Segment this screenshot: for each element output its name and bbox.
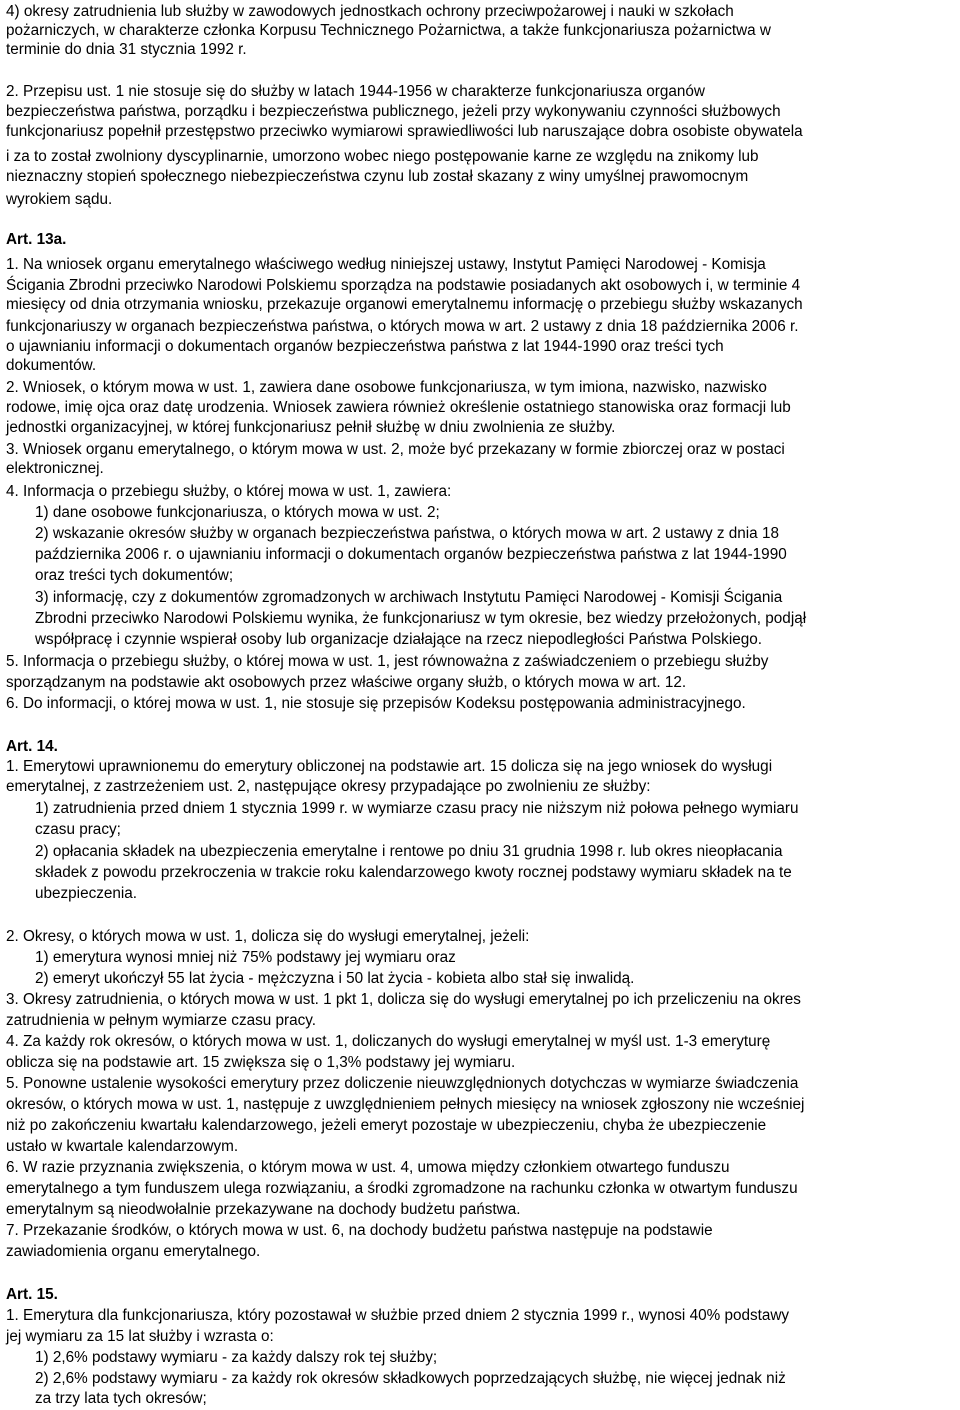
text-line: 1) dane osobowe funkcjonariusza, o których mowa w ust. 2;	[35, 504, 440, 521]
text-line: dokumentów.	[6, 357, 97, 374]
article-heading: Art. 13a.	[6, 231, 67, 248]
text-line: i za to został zwolniony dyscyplinarnie, umorzono wobec niego postępowanie karne ze względu na znikomy lub	[6, 148, 759, 165]
text-line: jednostki organizacyjnej, w której funkcjonariusz pełnił służbę w dniu zwolnienia ze służby.	[6, 419, 616, 436]
text-line: 4. Informacja o przebiegu służby, o której mowa w ust. 1, zawiera:	[6, 483, 452, 500]
text-line: 6. Do informacji, o której mowa w ust. 1, nie stosuje się przepisów Kodeksu postępowania administracyjnego.	[6, 695, 746, 712]
text-line: terminie do dnia 31 stycznia 1992 r.	[6, 41, 247, 58]
text-line: o ujawnianiu informacji o dokumentach organów bezpieczeństwa państwa z lat 1944-1990 oraz treści tych	[6, 338, 724, 355]
text-line: 1. Emerytowi uprawnionemu do emerytury obliczonej na podstawie art. 15 dolicza się na jego wniosek do wysługi	[6, 758, 773, 775]
text-line: zatrudnienia w pełnym wymiarze czasu pracy.	[6, 1012, 317, 1029]
text-line: 1) 2,6% podstawy wymiaru - za każdy dalszy rok tej służby;	[35, 1349, 438, 1366]
text-line: zawiadomienia organu emerytalnego.	[6, 1243, 261, 1260]
text-line: emerytalnym są nieodwołalnie przekazywane na dochody budżetu państwa.	[6, 1201, 521, 1218]
text-line: bezpieczeństwa państwa, porządku i bezpieczeństwa publicznego, jeżeli przy wykonywaniu czynności służbowych	[6, 103, 781, 120]
text-line: 3. Okresy zatrudnienia, o których mowa w ust. 1 pkt 1, dolicza się do wysługi emerytalnej po ich przeliczeniu na okres	[6, 991, 801, 1008]
text-line: października 2006 r. o ujawnianiu informacji o dokumentach organów bezpieczeństwa państwa z lat 1944-1990	[35, 546, 787, 563]
text-line: współpracę i czynnie wspierał osoby lub organizacje działające na rzecz niepodległości Państwa Polskiego.	[35, 631, 762, 648]
text-line: elektronicznej.	[6, 460, 104, 477]
text-line: 5. Ponowne ustalenie wysokości emerytury przez doliczenie nieuwzględnionych dotychczas w wymiarze świadczenia	[6, 1075, 799, 1092]
text-line: ustało w kwartale kalendarzowym.	[6, 1138, 239, 1155]
text-line: ubezpieczenia.	[35, 885, 138, 902]
text-line: niż po zakończeniu kwartału kalendarzowego, jeżeli emeryt pozostaje w ubezpieczeniu, chyba że ubezpieczenie	[6, 1117, 767, 1134]
text-line: emerytalnej, z zastrzeżeniem ust. 2, następujące okresy przypadające po zwolnieniu ze służby:	[6, 778, 651, 795]
text-line: sporządzanym na podstawie akt osobowych przez właściwe organy służb, o których mowa w art. 12.	[6, 674, 687, 691]
text-line: 4) okresy zatrudnienia lub służby w zawodowych jednostkach ochrony przeciwpożarowej i nauki w szkołach	[6, 3, 734, 20]
text-line: za trzy lata tych okresów;	[35, 1390, 207, 1407]
article-heading: Art. 14.	[6, 738, 58, 755]
text-line: 4. Za każdy rok okresów, o których mowa w ust. 1, doliczanych do wysługi emerytalnej w myśl ust. 1-3 emeryturę	[6, 1033, 771, 1050]
text-line: 1) emerytura wynosi mniej niż 75% podstawy jej wymiaru oraz	[35, 949, 456, 966]
text-line: 6. W razie przyznania zwiększenia, o którym mowa w ust. 4, umowa między członkiem otwartego funduszu	[6, 1159, 730, 1176]
text-line: 1. Emerytura dla funkcjonariusza, który pozostawał w służbie przed dniem 2 stycznia 1999 r., wynosi 40% podstawy	[6, 1307, 790, 1324]
text-line: funkcjonariuszy w organach bezpieczeństwa państwa, o których mowa w art. 2 ustawy z dnia 18 października 2006 r.	[6, 318, 799, 335]
text-line: Ścigania Zbrodni przeciwko Narodowi Polskiemu sporządza na podstawie posiadanych akt osobowych i, w terminie 4	[6, 277, 801, 294]
text-line: nieznaczny stopień społecznego niebezpieczeństwa czynu lub został skazany z winy umyślnej prawomocnym	[6, 168, 749, 185]
text-line: Zbrodni przeciwko Narodowi Polskiemu wynika, że funkcjonariusz w tym okresie, bez wiedzy przełożonych, podjął	[35, 610, 807, 627]
text-line: 2) opłacania składek na ubezpieczenia emerytalne i rentowe po dniu 31 grudnia 1998 r. lub okres nieopłacania	[35, 843, 783, 860]
text-line: 2) 2,6% podstawy wymiaru - za każdy rok okresów składkowych poprzedzających służbę, nie więcej jednak niż	[35, 1370, 786, 1387]
text-line: 1. Na wniosek organu emerytalnego właściwego według niniejszej ustawy, Instytut Pamięci Narodowej - Komisja	[6, 256, 766, 273]
text-line: 3) informację, czy z dokumentów zgromadzonych w archiwach Instytutu Pamięci Narodowej - Komisji Ścigania	[35, 589, 783, 606]
text-line: 3. Wniosek organu emerytalnego, o którym mowa w ust. 2, może być przekazany w formie zbiorczej oraz w postaci	[6, 441, 785, 458]
text-line: 1) zatrudnienia przed dniem 1 stycznia 1999 r. w wymiarze czasu pracy nie niższym niż połowa pełnego wymiaru	[35, 800, 799, 817]
text-line: miesięcy od dnia otrzymania wniosku, przekazuje organowi emerytalnemu informację o przebiegu służby wskazanych	[6, 296, 803, 313]
text-line: czasu pracy;	[35, 821, 121, 838]
text-line: wyrokiem sądu.	[6, 191, 113, 208]
article-heading: Art. 15.	[6, 1286, 58, 1303]
text-line: składek z powodu przekroczenia w trakcie roku kalendarzowego kwoty rocznej podstawy wymiaru składek na te	[35, 864, 792, 881]
text-line: 5. Informacja o przebiegu służby, o której mowa w ust. 1, jest równoważna z zaświadczeniem o przebiegu służby	[6, 653, 769, 670]
text-line: 2. Okresy, o których mowa w ust. 1, dolicza się do wysługi emerytalnej, jeżeli:	[6, 928, 530, 945]
text-line: 2. Przepisu ust. 1 nie stosuje się do służby w latach 1944-1956 w charakterze funkcjonariusza organów	[6, 83, 705, 100]
text-line: oraz treści tych dokumentów;	[35, 567, 234, 584]
text-line: 2) wskazanie okresów służby w organach bezpieczeństwa państwa, o których mowa w art. 2 ustawy z dnia 18	[35, 525, 779, 542]
text-line: 2. Wniosek, o którym mowa w ust. 1, zawiera dane osobowe funkcjonariusza, w tym imiona, nazwisko, nazwisko	[6, 379, 767, 396]
text-line: funkcjonariusz popełnił przestępstwo przeciwko wymiarowi sprawiedliwości lub naruszające dobra osobiste obywatela	[6, 123, 803, 140]
text-line: 7. Przekazanie środków, o których mowa w ust. 6, na dochody budżetu państwa następuje na podstawie	[6, 1222, 713, 1239]
text-line: 2) emeryt ukończył 55 lat życia - mężczyzna i 50 lat życia - kobieta albo stał się inwalidą.	[35, 970, 635, 987]
text-line: rodowe, imię ojca oraz datę urodzenia. Wniosek zawiera również określenie ostatniego stanowiska oraz formacji lub	[6, 399, 791, 416]
text-line: pożarniczych, w charakterze członka Korpusu Technicznego Pożarnictwa, a także funkcjonariusza pożarnictwa w	[6, 22, 771, 39]
text-line: okresów, o których mowa w ust. 1, następuje z uwzględnieniem pełnych miesięcy na wniosek zgłoszony nie wcześniej	[6, 1096, 805, 1113]
text-line: emerytalnego a tym funduszem ulega rozwiązaniu, a środki zgromadzone na rachunku członka w otwartym funduszu	[6, 1180, 798, 1197]
text-line: jej wymiaru za 15 lat służby i wzrasta o:	[6, 1328, 274, 1345]
text-line: oblicza się na podstawie art. 15 zwiększa się o 1,3% podstawy jej wymiaru.	[6, 1054, 516, 1071]
